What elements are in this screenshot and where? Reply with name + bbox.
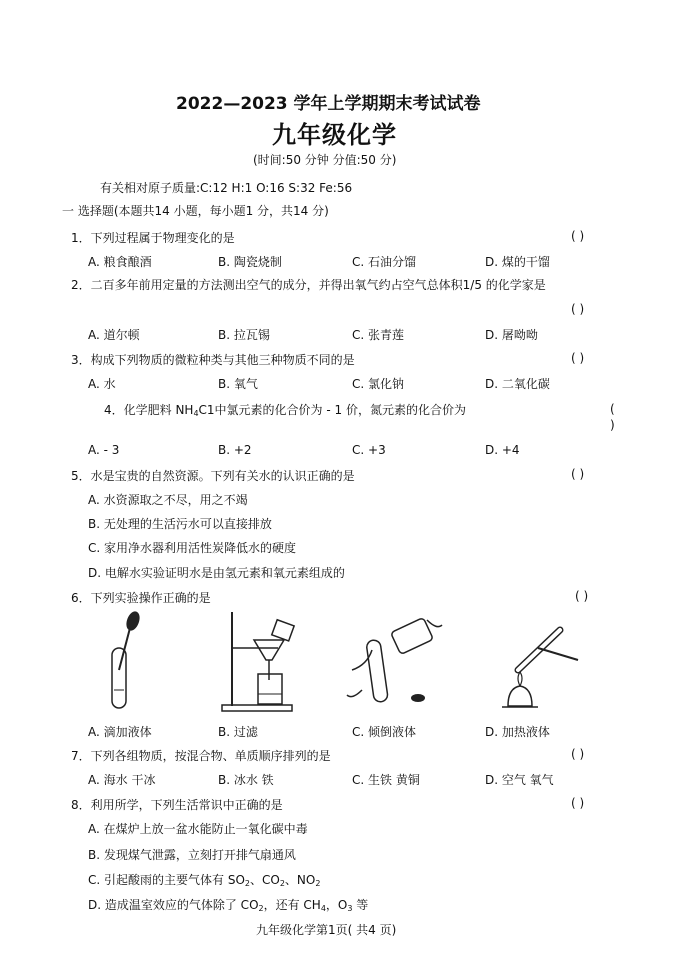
dropper-figure: [102, 610, 162, 714]
option: B. 冰水 铁: [218, 773, 274, 787]
option: C. 家用净水器利用活性炭降低水的硬度: [88, 541, 297, 555]
option: B. 陶瓷烧制: [218, 255, 282, 269]
question-stem: 5．水是宝贵的自然资源。下列有关水的认识正确的是: [71, 469, 355, 483]
option: D. 空气 氧气: [485, 773, 554, 787]
section-heading: 一 选择题(本题共14 小题，每小题1 分，共14 分): [62, 204, 329, 218]
subject-title: 九年级化学: [272, 121, 397, 149]
page-footer: 九年级化学第1页( 共4 页): [256, 923, 397, 937]
answer-paren: ( ): [575, 589, 589, 603]
option: A. 水资源取之不尽，用之不竭: [88, 493, 248, 507]
option: A. 滴加液体: [88, 725, 152, 739]
option: B. 发现煤气泄露，立刻打开排气扇通风: [88, 848, 296, 862]
question-stem: 6．下列实验操作正确的是: [71, 591, 211, 605]
question-stem: 1．下列过程属于物理变化的是: [71, 231, 235, 245]
option: C. 引起酸雨的主要气体有 $SO_2$、$CO_2$、$NO_2$: [88, 873, 321, 888]
answer-paren: ( ): [571, 747, 585, 761]
option: D. 加热液体: [485, 725, 550, 739]
option: D. 煤的干馏: [485, 255, 550, 269]
option: B. 拉瓦锡: [218, 328, 270, 342]
option: C. 张青莲: [352, 328, 405, 342]
option: C. 石油分馏: [352, 255, 417, 269]
answer-paren: ( ): [571, 351, 585, 365]
option: C. 倾倒液体: [352, 725, 417, 739]
pour-figure: [342, 610, 462, 714]
question-stem: 4．化学肥料 $NH_4C1$中氯元素的化合价为 - 1 价，氮元素的化合价为: [104, 403, 466, 418]
option: C. 氯化钠: [352, 377, 405, 391]
answer-paren: ( ): [571, 467, 585, 481]
question-stem: 2．二百多年前用定量的方法测出空气的成分，并得出氧气约占空气总体积1/5 的化学家是: [71, 278, 546, 292]
option: B. 氧气: [218, 377, 258, 391]
filter-figure: [220, 610, 310, 714]
option: D. 电解水实验证明水是由氢元素和氧元素组成的: [88, 566, 345, 580]
time-score: (时间:50 分钟 分值:50 分): [253, 153, 397, 167]
option: A. 道尔顿: [88, 328, 140, 342]
option: D. 二氧化碳: [485, 377, 550, 391]
option: D. 屠呦呦: [485, 328, 538, 342]
question-stem: 7．下列各组物质，按混合物、单质顺序排列的是: [71, 749, 331, 763]
option: A. 粮食酿酒: [88, 255, 152, 269]
option: C. 生铁 黄铜: [352, 773, 420, 787]
answer-paren: ( ): [571, 229, 585, 243]
exam-title: 2022—2023 学年上学期期末考试试卷: [176, 94, 481, 114]
option: B. +2: [218, 443, 252, 457]
option: D. +4: [485, 443, 520, 457]
option: A. - 3: [88, 443, 120, 457]
atomic-masses: 有关相对原子质量:C:12 H:1 O:16 S:32 Fe:56: [100, 181, 353, 195]
option: B. 过滤: [218, 725, 258, 739]
answer-paren: ( ): [571, 302, 585, 316]
answer-paren-open: (: [610, 402, 615, 416]
heat-figure: [498, 610, 588, 714]
question-stem: 3．构成下列物质的微粒种类与其他三种物质不同的是: [71, 353, 355, 367]
answer-paren-close: ): [610, 418, 615, 432]
question-stem: 8．利用所学，下列生活常识中正确的是: [71, 798, 283, 812]
option: A. 海水 干冰: [88, 773, 156, 787]
option: C. +3: [352, 443, 386, 457]
option: D. 造成温室效应的气体除了 $CO_2$，还有 $CH_4$，$O_3$ 等: [88, 898, 369, 913]
q6-figures: [102, 610, 588, 714]
answer-paren: ( ): [571, 796, 585, 810]
option: B. 无处理的生活污水可以直接排放: [88, 517, 272, 531]
option: A. 水: [88, 377, 116, 391]
option: A. 在煤炉上放一盆水能防止一氧化碳中毒: [88, 822, 308, 836]
